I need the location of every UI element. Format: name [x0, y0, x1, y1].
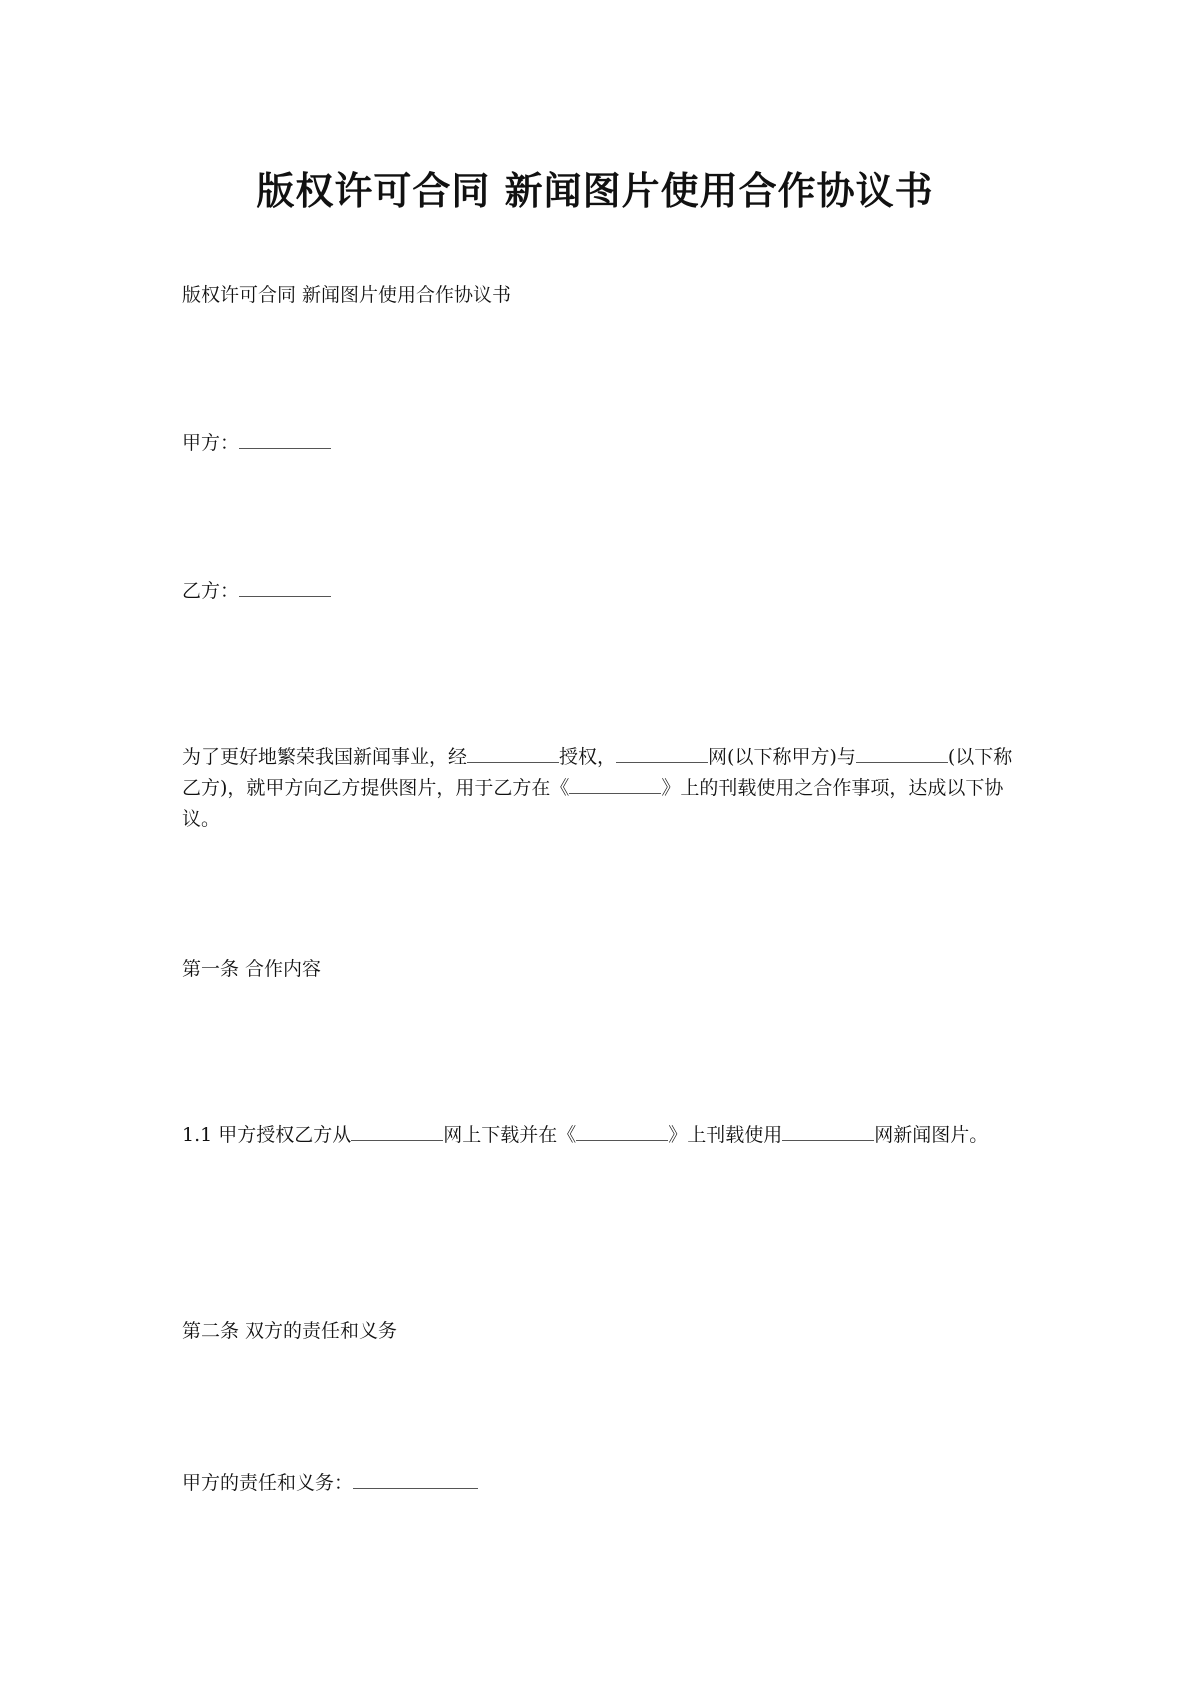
preamble-text-2: 授权， — [559, 746, 617, 768]
source-site-blank[interactable] — [351, 1120, 443, 1141]
party-b-blank[interactable] — [239, 576, 331, 597]
preamble-text-1: 为了更好地繁荣我国新闻事业，经 — [182, 746, 468, 768]
article-2-heading: 第二条 双方的责任和义务 — [182, 1320, 398, 1342]
clause-text-3: 》上刊载使用 — [668, 1124, 783, 1146]
party-a-duties-blank[interactable] — [353, 1468, 478, 1489]
document-subtitle: 版权许可合同 新闻图片使用合作协议书 — [182, 284, 512, 306]
article-1-heading: 第一条 合作内容 — [182, 958, 322, 980]
preamble-text-4: (以下称乙方)，就甲方向乙方提供图片，用于乙方在《 — [182, 746, 1013, 799]
party-b-name-blank[interactable] — [856, 742, 948, 763]
party-a-duties-line — [182, 1468, 1018, 1499]
preamble-text-3: 网(以下称甲方)与 — [708, 746, 856, 768]
clause-text-2: 网上下载并在《 — [443, 1124, 577, 1146]
document-title: 版权许可合同 新闻图片使用合作协议书 — [256, 169, 934, 213]
news-site-blank[interactable] — [782, 1120, 874, 1141]
party-a-duties-label: 甲方的责任和义务： — [182, 1472, 354, 1494]
clause-text-4: 网新闻图片。 — [874, 1124, 989, 1146]
authorizer-blank[interactable] — [467, 742, 559, 763]
clause-text-1: 1.1 甲方授权乙方从 — [182, 1124, 352, 1146]
preamble-text-5: 》上的刊载使用之合作事项，达成以下协议。 — [182, 777, 1004, 830]
publication-name-blank[interactable] — [576, 1120, 668, 1141]
publication-blank[interactable] — [569, 773, 661, 794]
party-b-label: 乙方： — [182, 580, 240, 602]
party-a-blank[interactable] — [239, 428, 331, 449]
party-b-line — [182, 576, 1018, 607]
preamble-paragraph — [182, 742, 1018, 835]
party-a-label: 甲方： — [182, 432, 240, 454]
party-a-line — [182, 428, 1018, 459]
clause-1-1 — [182, 1120, 1018, 1151]
website-blank[interactable] — [616, 742, 708, 763]
